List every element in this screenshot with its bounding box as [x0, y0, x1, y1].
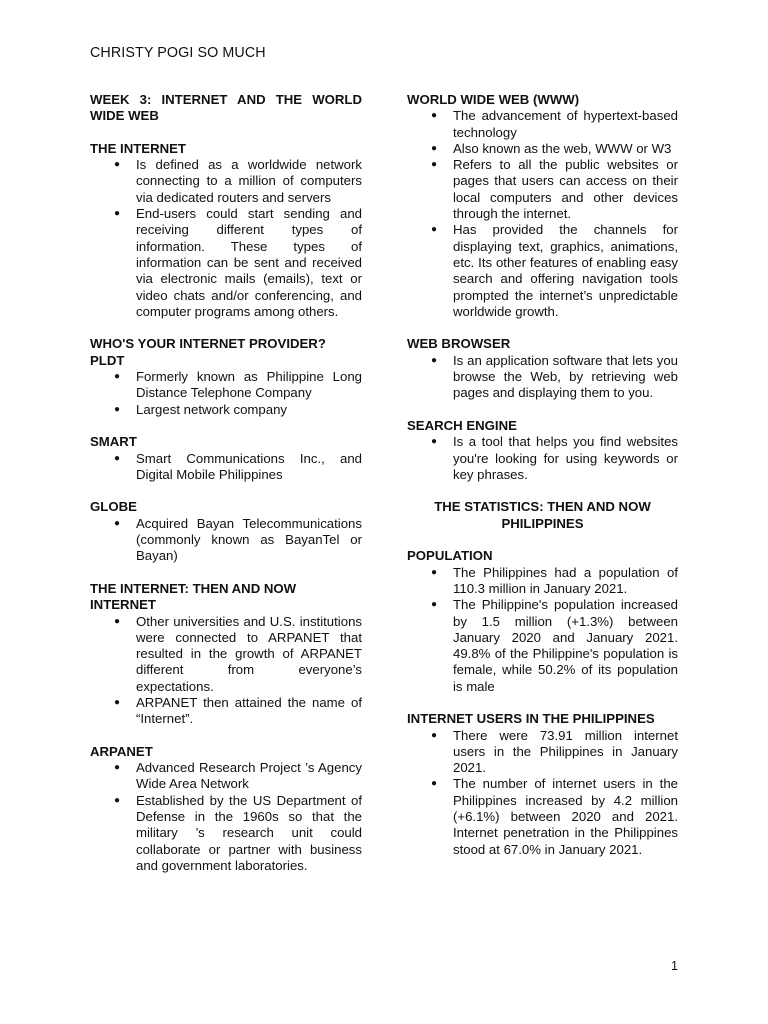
bullet-item: ● End-users could start sending and receiving different types of information. These types of information can be sent and received via electronic mails (emails), text or video chats and/or conferencing, and computer programs among others. — [90, 206, 362, 320]
section-week-3-internet-and-the-world-wide-web — [90, 92, 362, 125]
section-subheading: INTERNET — [90, 597, 156, 613]
bullet-list — [90, 451, 362, 484]
section-smart — [90, 434, 362, 483]
bullet-item: ● Other universities and U.S. institutions were connected to ARPANET that resulted in the growth of ARPANET different from everyone’s expectations. — [90, 614, 362, 695]
section-internet-users-in-the-philippines — [407, 711, 678, 858]
bullet-list — [407, 728, 678, 858]
section-web-browser — [407, 336, 678, 401]
bullet-item: ● The Philippines had a population of 110.3 million in January 2021. — [407, 565, 678, 598]
bullet-list — [407, 434, 678, 483]
bullet-item: ● Is defined as a worldwide network connecting to a million of computers via dedicated routers and servers — [90, 157, 362, 206]
section-heading: SMART — [90, 434, 137, 450]
bullet-item: ● Has provided the channels for displaying text, graphics, animations, etc. Its other features of enabling easy search and offering navigation tools prompted the internet’s unpredictable worldwide growth. — [407, 222, 678, 320]
section-heading: THE STATISTICS: THEN AND NOW PHILIPPINES — [434, 499, 651, 531]
page-number: 1 — [671, 959, 678, 973]
bullet-list — [407, 108, 678, 320]
bullet-item: ● ARPANET then attained the name of “Internet”. — [90, 695, 362, 728]
bullet-list — [407, 353, 678, 402]
bullet-list — [90, 369, 362, 418]
bullet-list — [407, 565, 678, 695]
section-the-internet-then-and-now — [90, 581, 362, 728]
bullet-item: ● Formerly known as Philippine Long Distance Telephone Company — [90, 369, 362, 402]
section-heading: ARPANET — [90, 743, 153, 759]
section-heading: SEARCH ENGINE — [407, 417, 517, 433]
bullet-item: ● The Philippine's population increased by 1.5 million (+1.3%) between January 2020 and January 2021. 49.8% of the Philippine's population is female, while 50.2% of its population is male — [407, 597, 678, 695]
section-heading: THE INTERNET: THEN AND NOW — [90, 580, 297, 596]
section-arpanet — [90, 744, 362, 874]
bullet-item: ● Smart Communications Inc., and Digital Mobile Philippines — [90, 451, 362, 484]
left-column — [90, 92, 362, 891]
section-the-internet — [90, 141, 362, 320]
section-world-wide-web-www — [407, 92, 678, 320]
bullet-item: ● Largest network company — [90, 402, 362, 418]
section-heading: INTERNET USERS IN THE PHILIPPINES — [407, 711, 655, 727]
bullet-item: ● The advancement of hypertext-based technology — [407, 108, 678, 141]
bullet-item: ● Also known as the web, WWW or W3 — [407, 141, 678, 157]
section-population — [407, 548, 678, 695]
section-subheading: PLDT — [90, 352, 125, 368]
section-heading: WORLD WIDE WEB (WWW) — [407, 92, 580, 107]
bullet-item: ● Is a tool that helps you find websites you're looking for using keywords or key phrases. — [407, 434, 678, 483]
section-heading: POPULATION — [407, 548, 493, 564]
section-search-engine — [407, 418, 678, 483]
section-the-statistics-then-and-now-philippines — [407, 499, 678, 532]
bullet-item: ● Acquired Bayan Telecommunications (commonly known as BayanTel or Bayan) — [90, 516, 362, 565]
section-heading: THE INTERNET — [90, 140, 186, 156]
bullet-item: ● There were 73.91 million internet users in the Philippines in January 2021. — [407, 728, 678, 777]
bullet-item: ● Advanced Research Project ’s Agency Wide Area Network — [90, 760, 362, 793]
bullet-list — [90, 157, 362, 320]
bullet-list — [90, 760, 362, 874]
bullet-item: ● Established by the US Department of Defense in the 1960s so that the military ’s research unit could collaborate or partner with business and government laboratories. — [90, 793, 362, 874]
section-heading: WHO'S YOUR INTERNET PROVIDER? — [90, 336, 326, 352]
bullet-item: ● Is an application software that lets you browse the Web, by retrieving web pages and displaying them to you. — [407, 353, 678, 402]
section-globe — [90, 499, 362, 564]
section-heading: WEB BROWSER — [407, 336, 511, 352]
section-heading: GLOBE — [90, 499, 137, 515]
running-header: CHRISTY POGI SO MUCH — [90, 45, 266, 61]
right-column — [407, 92, 678, 874]
bullet-item: ● The number of internet users in the Philippines increased by 4.2 million (+6.1%) between 2020 and 2021. Internet penetration in the Philippines stood at 67.0% in January 2021. — [407, 776, 678, 857]
section-who-s-your-internet-provider — [90, 336, 362, 417]
bullet-list — [90, 516, 362, 565]
section-heading: WEEK 3: INTERNET AND THE WORLD WIDE WEB — [90, 92, 362, 124]
bullet-item: ● Refers to all the public websites or pages that users can access on their local computers and other devices through the internet. — [407, 157, 678, 222]
bullet-list — [90, 614, 362, 728]
